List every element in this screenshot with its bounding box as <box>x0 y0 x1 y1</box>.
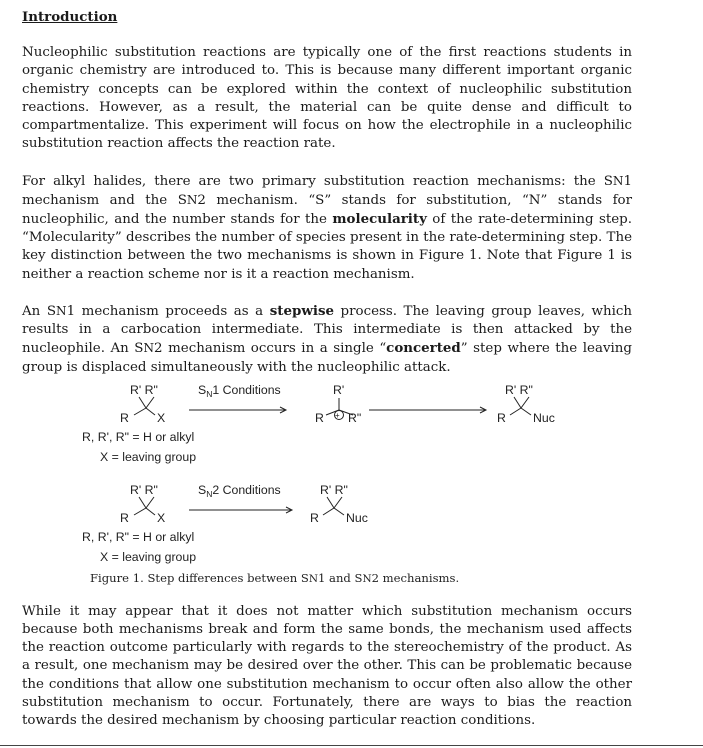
bold-term: molecularity <box>332 211 427 228</box>
document-page <box>22 8 632 748</box>
sn1-note-r-groups: R, R', R" = H or alkyl <box>82 429 195 444</box>
figure-caption <box>90 569 459 588</box>
sn2-reactant-substituents: R' R" <box>130 482 158 497</box>
subscript-n: N <box>308 572 318 585</box>
subscript-n: N <box>362 572 372 585</box>
text: Figure 1. Step differences between S <box>90 570 309 585</box>
sn1-reactant-substituents: R' R" <box>130 382 158 397</box>
sn1-leaving-group: X <box>157 410 166 425</box>
bond-line <box>134 408 146 415</box>
text: 2 mechanism occurs in a single “ <box>154 341 387 357</box>
sn2-leaving-group: X <box>157 510 166 525</box>
paragraph-mechanisms <box>22 172 632 284</box>
text: process. The leaving group leaves, which results in a carbocation intermediate. This intermediate is then attacked by the nucleophile. An S <box>22 304 632 357</box>
bond-line <box>510 408 521 415</box>
intermediate-r-prime: R' <box>333 382 345 397</box>
page-bottom-rule <box>0 745 703 746</box>
bold-term: concerted <box>386 340 461 357</box>
section-heading: Introduction <box>22 9 118 25</box>
text: An S <box>22 304 57 320</box>
sn1-product-r: R <box>497 410 506 425</box>
paragraph-sn1-sn2 <box>22 302 632 377</box>
subscript-n: N <box>206 488 213 499</box>
intermediate-r: R <box>315 410 324 425</box>
sn2-product-substituents: R' R" <box>320 482 348 497</box>
bond-line <box>146 508 155 515</box>
text: 1 Conditions <box>212 382 281 397</box>
text: 2 Conditions <box>212 482 281 497</box>
sn2-note-r-groups: R, R', R" = H or alkyl <box>82 529 195 544</box>
subscript-n: N <box>186 192 198 207</box>
sn2-note-leaving-group: X = leaving group <box>100 549 197 564</box>
sn2-conditions-label <box>198 481 281 500</box>
text: For alkyl halides, there are two primary substitution reaction mechanisms: the S <box>22 173 613 189</box>
text: ” step where the leaving group is displaced simultaneously with the nucleophilic attack. <box>22 341 632 375</box>
text: S <box>198 382 207 397</box>
sn2-product-nuc: Nuc <box>346 510 368 525</box>
text: 1 mechanism and the S <box>22 173 632 208</box>
paragraph-intro: Nucleophilic substitution reactions are typically one of the first reactions students in organic chemistry are introduced to. This is because many different important organic chemistry concepts can be explored within the context of nucleophilic substitution reactions. However, as a result, the material can be quite dense and difficult to compartmentalize. This experiment will focus on how the electrophile in a nucleophilic substitution reaction affects the reaction rate. <box>22 45 632 152</box>
paragraph-conclusion: While it may appear that it does not matter which substitution mechanism occurs because both mechanisms break and form the same bonds, the mechanism used affects the reaction outcome particularly with regards to the stereochemistry of the product. As a result, one mechanism may be desired over the other. This can be problematic because the conditions that allow one substitution mechanism to occur often also allow the other substitution mechanism to occur. Fortunately, there are ways to bias the reaction towards the desired mechanism by choosing particular reaction conditions. <box>22 603 632 729</box>
text: 1 and S <box>317 570 363 585</box>
text: 2 mechanisms. <box>371 570 460 585</box>
bond-line <box>146 408 155 415</box>
sn1-conditions-label <box>198 381 281 400</box>
subscript-n: N <box>206 388 213 399</box>
bold-term: stepwise <box>269 303 334 320</box>
bond-line <box>521 408 531 415</box>
sn1-product-nuc: Nuc <box>533 410 555 425</box>
text: 1 mechanism proceeds as a <box>66 304 270 320</box>
subscript-n: N <box>143 341 155 356</box>
sn2-product-r: R <box>310 510 319 525</box>
text: 2 mechanism. “S” stands for substitution, “N” stands for nucleophilic, and the number stands for the <box>22 192 633 228</box>
figure-1-scheme <box>22 381 632 599</box>
text: S <box>198 482 207 497</box>
text: of the rate-determining step. “Molecularity” describes the number of species present in the rate-determining step. The key distinction between the two mechanisms is shown in Figure 1. Note that Figure 1 is neither a reaction scheme nor is it a reaction mechanism. <box>22 212 633 282</box>
intermediate-r-double-prime: R" <box>348 410 362 425</box>
sn2-reactant-r: R <box>120 510 129 525</box>
bond-line <box>323 508 334 515</box>
bond-line <box>134 508 146 515</box>
subscript-n: N <box>56 304 67 319</box>
sn1-note-leaving-group: X = leaving group <box>100 449 197 464</box>
sn1-reactant-r: R <box>120 410 129 425</box>
bond-line <box>334 508 344 515</box>
carbocation-charge: + <box>335 410 340 420</box>
subscript-n: N <box>612 173 624 188</box>
sn1-product-substituents: R' R" <box>505 382 533 397</box>
